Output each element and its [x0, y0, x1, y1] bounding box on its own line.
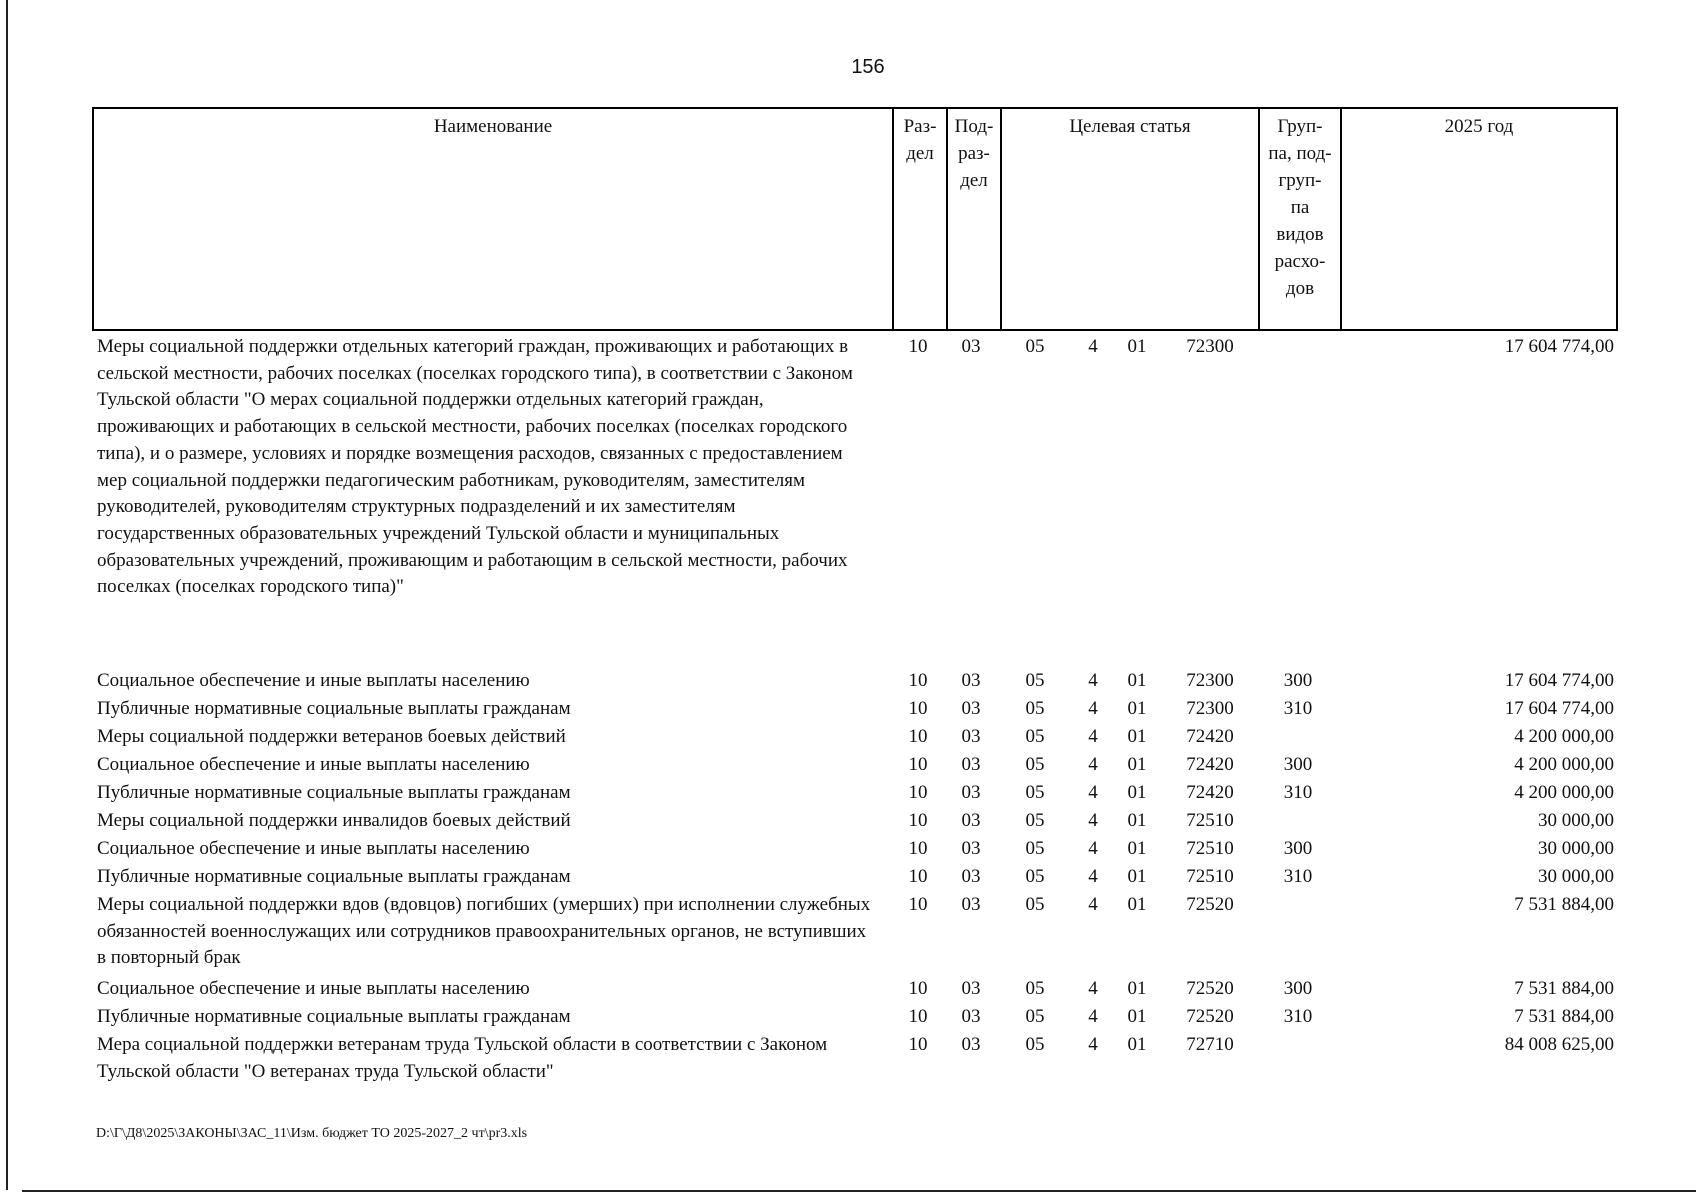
row-cel-4: 72510: [1186, 866, 1234, 887]
row-amount: 17 604 774,00: [1504, 336, 1614, 357]
row-amount: 4 200 000,00: [1514, 754, 1614, 775]
row-cel-3: 01: [1127, 1034, 1147, 1055]
row-podrazdel: 03: [961, 866, 981, 887]
row-name: Социальное обеспечение и иные выплаты населению: [97, 754, 530, 775]
row-amount: 30 000,00: [1538, 810, 1614, 831]
row-cel-4: 72420: [1186, 782, 1234, 803]
row-amount: 17 604 774,00: [1504, 670, 1614, 691]
row-cel-1: 05: [1025, 866, 1045, 887]
row-cel-2: 4: [1088, 978, 1098, 999]
row-gruppa: 310: [1283, 782, 1313, 803]
row-cel-3: 01: [1127, 1006, 1147, 1027]
row-podrazdel: 03: [961, 1006, 981, 1027]
row-cel-3: 01: [1127, 782, 1147, 803]
row-podrazdel: 03: [961, 1034, 981, 1055]
row-cel-2: 4: [1088, 1034, 1098, 1055]
row-cel-3: 01: [1127, 978, 1147, 999]
row-amount: 7 531 884,00: [1514, 978, 1614, 999]
row-cel-1: 05: [1025, 726, 1045, 747]
row-podrazdel: 03: [961, 782, 981, 803]
header-razdel: Раз- дел: [894, 109, 948, 329]
row-cel-4: 72300: [1186, 670, 1234, 691]
row-podrazdel: 03: [961, 698, 981, 719]
row-amount: 17 604 774,00: [1504, 698, 1614, 719]
row-gruppa: 300: [1283, 978, 1313, 999]
row-cel-1: 05: [1025, 782, 1045, 803]
row-cel-1: 05: [1025, 336, 1045, 357]
row-name: Меры социальной поддержки отдельных категорий граждан, проживающих и работающих в сельской местности, рабочих поселках (поселках городского типа), в соответствии с Законом Тульской области "О мерах социальной поддержки отдельных категорий граждан, проживающих и работающих в сельской местности, рабочих поселках (поселках городского типа), и о размере, условиях и порядке возмещения расходов, связанных с предоставлением мер социальной поддержки педагогическим работникам, руководителям, заместителям руководителей, руководителям структурных подразделений и их заместителям государственных образовательных учреждений Тульской области и муниципальных образовательных учреждений, проживающим и работающим в сельской местности, рабочих поселках (поселках городского типа)": [97, 336, 853, 598]
row-name: Публичные нормативные социальные выплаты гражданам: [97, 1006, 571, 1027]
row-cel-2: 4: [1088, 1006, 1098, 1027]
row-cel-4: 72300: [1186, 336, 1234, 357]
row-name: Публичные нормативные социальные выплаты гражданам: [97, 866, 571, 887]
row-razdel: 10: [908, 754, 928, 775]
row-name: Социальное обеспечение и иные выплаты населению: [97, 838, 530, 859]
scan-border-left: [6, 0, 8, 1190]
row-cel-1: 05: [1025, 838, 1045, 859]
row-razdel: 10: [908, 894, 928, 915]
row-name: Меры социальной поддержки ветеранов боевых действий: [97, 726, 566, 747]
row-cel-2: 4: [1088, 670, 1098, 691]
row-cel-4: 72520: [1186, 894, 1234, 915]
row-podrazdel: 03: [961, 670, 981, 691]
row-amount: 4 200 000,00: [1514, 726, 1614, 747]
row-podrazdel: 03: [961, 810, 981, 831]
row-razdel: 10: [908, 336, 928, 357]
row-cel-4: 72520: [1186, 1006, 1234, 1027]
row-name: Мера социальной поддержки ветеранам труда Тульской области в соответствии с Законом Тульской области "О ветеранах труда Тульской области": [97, 1034, 828, 1082]
row-cel-2: 4: [1088, 754, 1098, 775]
row-razdel: 10: [908, 838, 928, 859]
row-gruppa: 310: [1283, 1006, 1313, 1027]
row-name: Публичные нормативные социальные выплаты гражданам: [97, 782, 571, 803]
row-razdel: 10: [908, 670, 928, 691]
row-cel-2: 4: [1088, 894, 1098, 915]
row-cel-2: 4: [1088, 810, 1098, 831]
row-cel-4: 72420: [1186, 754, 1234, 775]
row-cel-2: 4: [1088, 698, 1098, 719]
header-podrazdel: Под- раз- дел: [948, 109, 1002, 329]
row-cel-3: 01: [1127, 754, 1147, 775]
row-cel-3: 01: [1127, 838, 1147, 859]
row-gruppa: 300: [1283, 754, 1313, 775]
row-cel-3: 01: [1127, 894, 1147, 915]
row-cel-3: 01: [1127, 698, 1147, 719]
row-cel-1: 05: [1025, 670, 1045, 691]
row-gruppa: 310: [1283, 866, 1313, 887]
row-cel-3: 01: [1127, 670, 1147, 691]
row-amount: 4 200 000,00: [1514, 782, 1614, 803]
row-amount: 30 000,00: [1538, 838, 1614, 859]
row-podrazdel: 03: [961, 726, 981, 747]
row-cel-1: 05: [1025, 698, 1045, 719]
row-amount: 7 531 884,00: [1514, 894, 1614, 915]
row-podrazdel: 03: [961, 978, 981, 999]
header-gruppa-vidov: Груп- па, под- груп- па видов расхо- дов: [1260, 109, 1342, 329]
row-cel-4: 72520: [1186, 978, 1234, 999]
row-podrazdel: 03: [961, 838, 981, 859]
row-razdel: 10: [908, 698, 928, 719]
row-name: Меры социальной поддержки вдов (вдовцов) погибших (умерших) при исполнении служебных обязанностей военнослужащих или сотрудников правоохранительных органов, не вступивших в повторный брак: [97, 894, 871, 969]
row-podrazdel: 03: [961, 336, 981, 357]
row-cel-4: 72420: [1186, 726, 1234, 747]
row-amount: 7 531 884,00: [1514, 1006, 1614, 1027]
row-cel-2: 4: [1088, 336, 1098, 357]
row-cel-3: 01: [1127, 866, 1147, 887]
page-number: 156: [851, 56, 885, 78]
row-cel-2: 4: [1088, 866, 1098, 887]
row-razdel: 10: [908, 1034, 928, 1055]
row-name: Меры социальной поддержки инвалидов боевых действий: [97, 810, 571, 831]
row-gruppa: 300: [1283, 670, 1313, 691]
row-cel-2: 4: [1088, 838, 1098, 859]
row-podrazdel: 03: [961, 894, 981, 915]
row-cel-1: 05: [1025, 1006, 1045, 1027]
header-name: Наименование: [94, 109, 894, 329]
row-cel-4: 72510: [1186, 810, 1234, 831]
row-razdel: 10: [908, 782, 928, 803]
row-cel-2: 4: [1088, 726, 1098, 747]
row-gruppa: 300: [1283, 838, 1313, 859]
row-cel-1: 05: [1025, 810, 1045, 831]
row-cel-1: 05: [1025, 978, 1045, 999]
row-name: Публичные нормативные социальные выплаты гражданам: [97, 698, 571, 719]
row-cel-4: 72710: [1186, 1034, 1234, 1055]
row-amount: 30 000,00: [1538, 866, 1614, 887]
row-cel-1: 05: [1025, 894, 1045, 915]
row-razdel: 10: [908, 1006, 928, 1027]
row-razdel: 10: [908, 866, 928, 887]
row-gruppa: 310: [1283, 698, 1313, 719]
row-cel-2: 4: [1088, 782, 1098, 803]
scan-border-bottom: [22, 1190, 1696, 1192]
row-cel-3: 01: [1127, 810, 1147, 831]
row-name: Социальное обеспечение и иные выплаты населению: [97, 670, 530, 691]
row-cel-1: 05: [1025, 754, 1045, 775]
row-cel-1: 05: [1025, 1034, 1045, 1055]
footer-file-path: D:\Г\Д8\2025\ЗАКОНЫ\ЗАС_11\Изм. бюджет ТО 2025-2027_2 чт\pr3.xls: [96, 1126, 528, 1141]
row-amount: 84 008 625,00: [1504, 1034, 1614, 1055]
header-year: 2025 год: [1444, 116, 1514, 137]
row-name: Социальное обеспечение и иные выплаты населению: [97, 978, 530, 999]
row-cel-4: 72510: [1186, 838, 1234, 859]
row-podrazdel: 03: [961, 754, 981, 775]
row-cel-3: 01: [1127, 726, 1147, 747]
row-razdel: 10: [908, 726, 928, 747]
row-razdel: 10: [908, 810, 928, 831]
row-cel-3: 01: [1127, 336, 1147, 357]
table-header: [92, 107, 1618, 331]
row-cel-4: 72300: [1186, 698, 1234, 719]
header-celevaya-statya: Целевая статья: [1002, 109, 1260, 329]
row-razdel: 10: [908, 978, 928, 999]
